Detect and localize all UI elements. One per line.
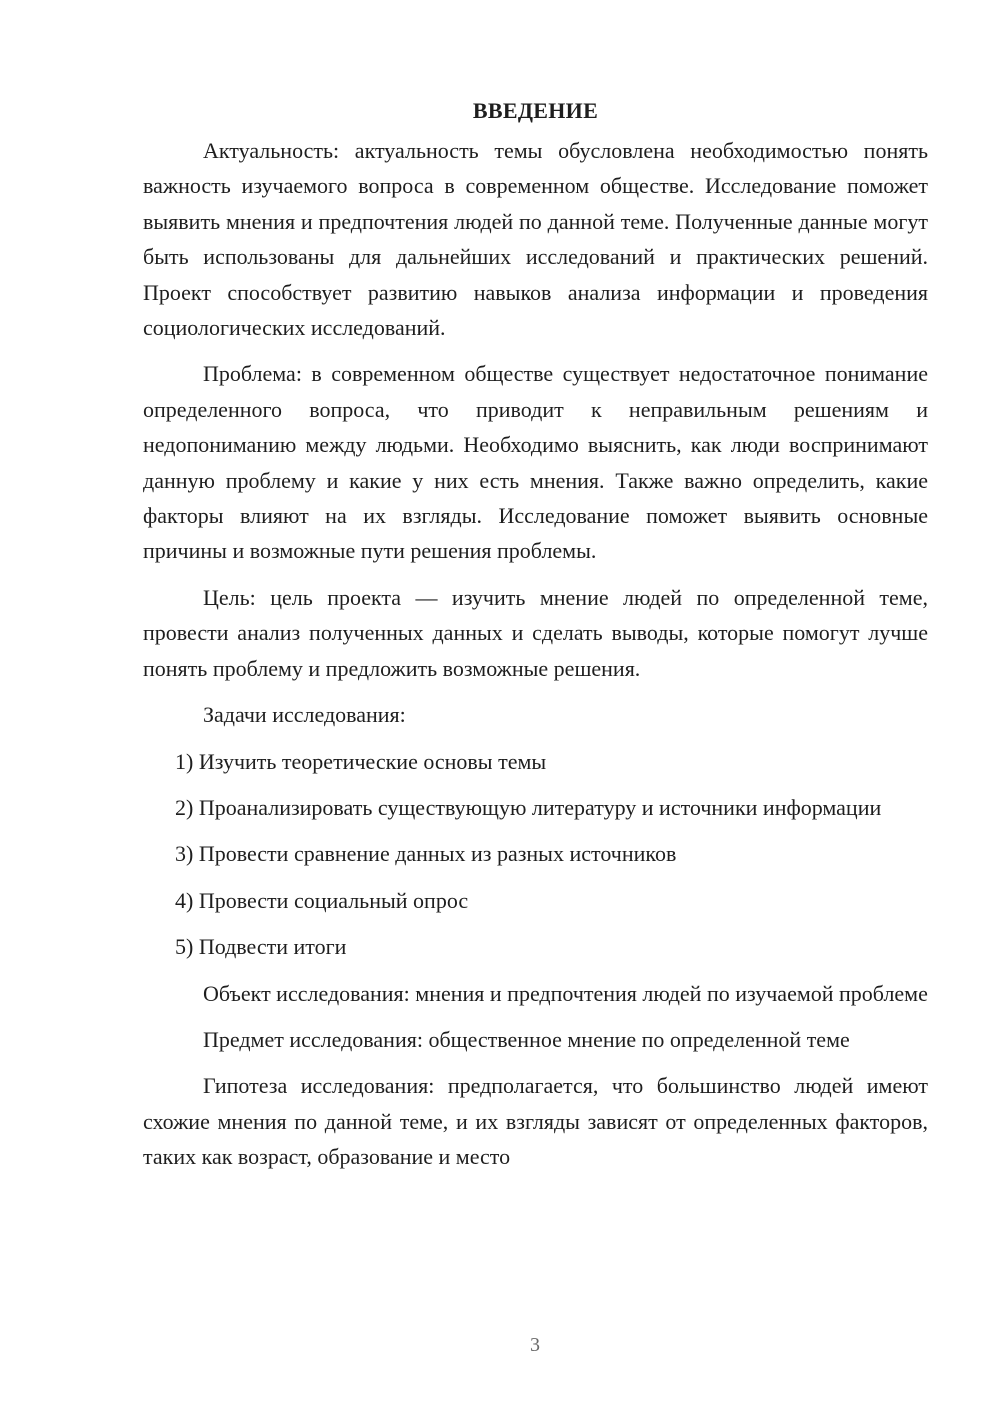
task-item-5: 5) Подвести итоги	[175, 934, 347, 960]
paragraph-tasks-heading: Задачи исследования:	[203, 702, 406, 728]
page-content	[143, 95, 928, 1186]
paragraph-hypothesis: Гипотеза исследования: предполагается, что большинство людей имеют схожие мнения по данной теме, и их взгляды зависят от определенных факторов, таких как возраст, образование и место	[143, 1073, 928, 1170]
task-item-2: 2) Проанализировать существующую литературу и источники информации	[175, 794, 882, 820]
page-number: 3	[530, 1334, 540, 1356]
task-item-4: 4) Провести социальный опрос	[175, 887, 469, 913]
paragraph-goal: Цель: цель проекта — изучить мнение людей по определенной теме, провести анализ полученных данных и сделать выводы, которые помогут лучше понять проблему и предложить возможные решения.	[143, 584, 928, 681]
paragraph-object: Объект исследования: мнения и предпочтения людей по изучаемой проблеме	[203, 980, 928, 1006]
page-title: ВВЕДЕНИЕ	[472, 98, 599, 123]
task-item-1: 1) Изучить теоретические основы темы	[175, 748, 547, 774]
paragraph-relevance: Актуальность: актуальность темы обусловлена необходимостью понять важность изучаемого вопроса в современном обществе. Исследование поможет выявить мнения и предпочтения людей по данной теме. Полученные данные могут быть использованы для дальнейших исследований и практических решений. Проект способствует развитию навыков анализа информации и проведения социологических исследований.	[143, 138, 928, 341]
paragraph-problem: Проблема: в современном обществе существует недостаточное понимание определенного вопроса, что приводит к неправильным решениям и недопониманию между людьми. Необходимо выяснить, как люди воспринимают данную проблему и какие у них есть мнения. Также важно определить, какие факторы влияют на их взгляды. Исследование поможет выявить основные причины и возможные пути решения проблемы.	[143, 361, 928, 564]
paragraph-subject: Предмет исследования: общественное мнение по определенной теме	[203, 1026, 850, 1052]
task-item-3: 3) Провести сравнение данных из разных источников	[175, 841, 677, 867]
